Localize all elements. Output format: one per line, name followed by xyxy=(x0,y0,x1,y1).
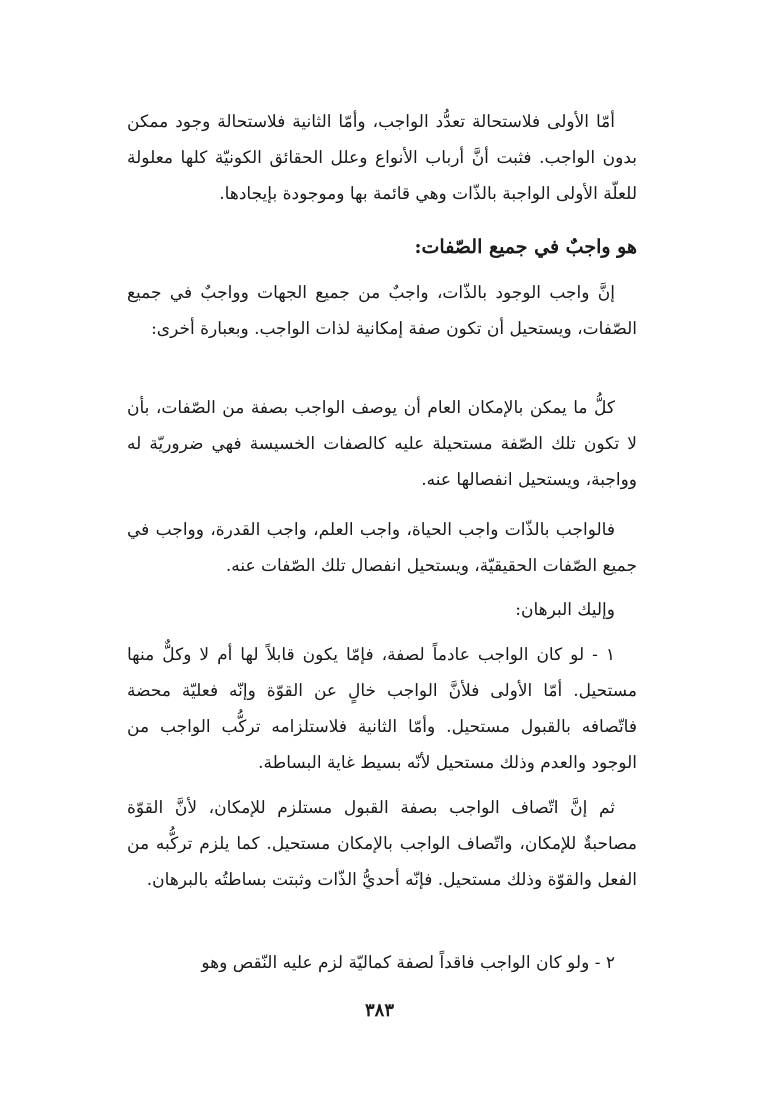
paragraph-3: كلُّ ما يمكن بالإمكان العام أن يوصف الواجب بصفة من الصّفات، بأن لا تكون تلك الصّفة مستحيلة عليه كالصفات الخسيسة فهي ضروريّة له وواجبة، ويستحيل انفصالها عنه. xyxy=(127,398,637,490)
paragraph-2: إنَّ واجب الوجود بالذّات، واجبٌ من جميع الجهات وواجبٌ في جميع الصّفات، ويستحيل أن تكون صفة إمكانية لذات الواجب. وبعبارة أخرى: xyxy=(127,283,637,339)
paragraph-8: ٢ - ولو كان الواجب فاقداً لصفة كماليّة لزم عليه النّقص وهو xyxy=(201,953,615,973)
paragraph-1: أمّا الأولى فلاستحالة تعدُّد الواجب، وأمّا الثانية فلاستحالة وجود ممكن بدون الواجب. فثبت أنَّ أرباب الأنواع وعلل الحقائق الكونيّة كلها معلولة للعلّة الأولى الواجبة بالذّات وهي قائمة بها وموجودة بإيجادها. xyxy=(127,112,637,204)
page-number: ٣٨٣ xyxy=(364,1000,394,1021)
paragraph-6: ١ - لو كان الواجب عادماً لصفة، فإمّا يكون قابلاً لها أم لا وكلٌّ منها مستحيل. أمّا الأولى فلأنَّ الواجب خالٍ عن القوّة وإنّه فعليّة محضة فاتّصافه بالقبول مستحيل. وأمّا الثانية فلاستلزامه تركُّب الواجب من الوجود والعدم وذلك مستحيل لأنّه بسيط غاية البساطة. xyxy=(127,645,637,773)
section-heading: هو واجبٌ في جميع الصّفات: xyxy=(414,236,637,258)
paragraph-7: ثم إنَّ اتّصاف الواجب بصفة القبول مستلزم للإمكان، لأنَّ القوّة مصاحبةٌ للإمكان، واتّصاف الواجب بالإمكان مستحيل. كما يلزم تركُّبه من الفعل والقوّة وذلك مستحيل. فإنّه أحديُّ الذّات وثبتت بساطتُه بالبرهان. xyxy=(127,798,637,890)
paragraph-4: فالواجب بالذّات واجب الحياة، واجب العلم، واجب القدرة، وواجب في جميع الصّفات الحقيقيّة، ويستحيل انفصال تلك الصّفات عنه. xyxy=(127,520,637,576)
paragraph-5: وإليك البرهان: xyxy=(515,600,615,620)
